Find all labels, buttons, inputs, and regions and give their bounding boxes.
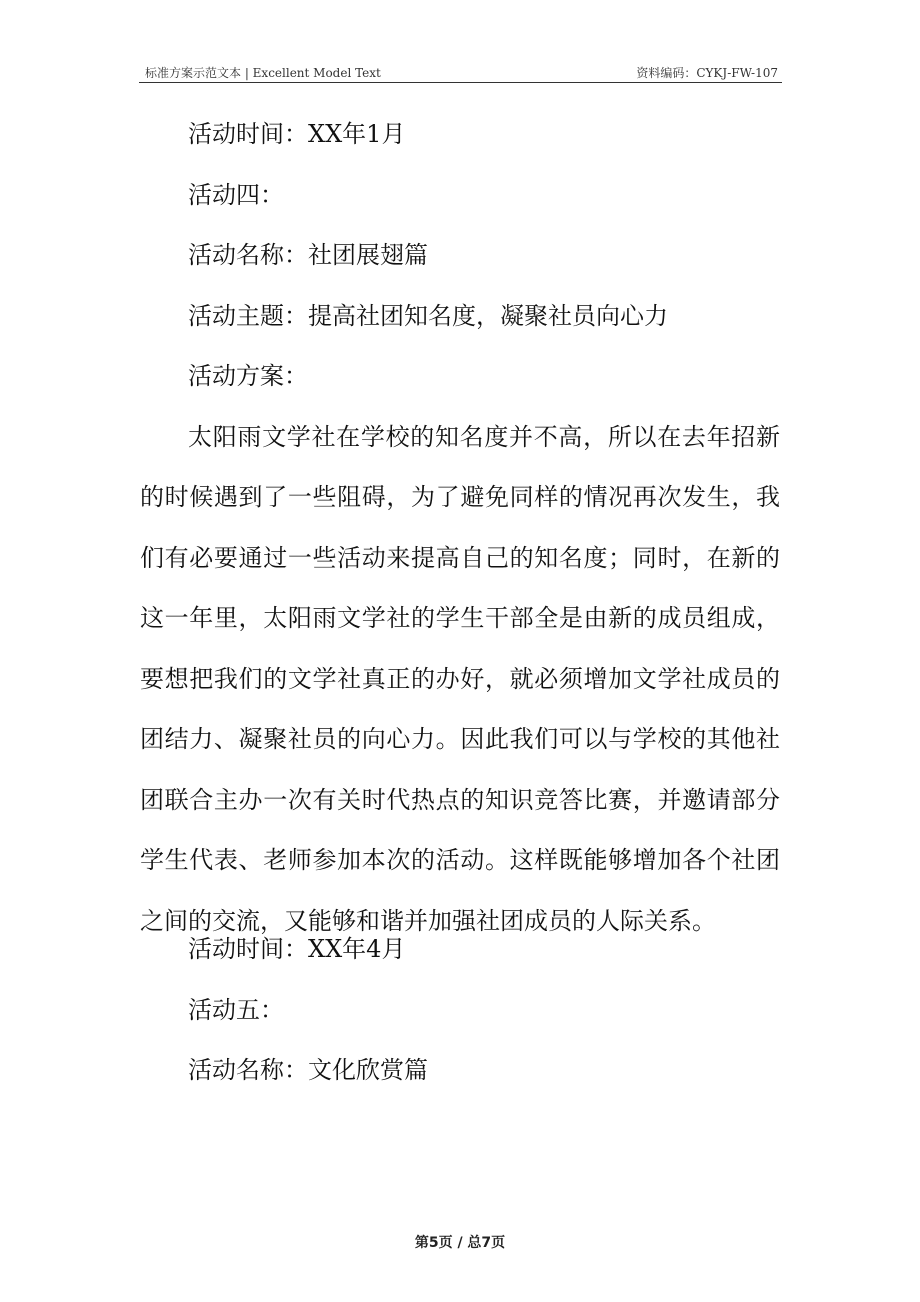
activity-five-heading: 活动五： (188, 995, 284, 1024)
activity-name-line: 活动名称：社团展翅篇 (188, 241, 428, 269)
activity-name-line-2: 活动名称：文化欣赏篇 (188, 1056, 428, 1084)
activity-plan-heading: 活动方案： (188, 362, 308, 390)
document-body (140, 120, 780, 1117)
activity-time-line: 活动时间：XX年1月 (188, 120, 406, 148)
activity-plan-paragraph: 太阳雨文学社在学校的知名度并不高，所以在去年招新的时候遇到了一些阻碍，为了避免同样的情况再次发生，我们有必要通过一些活动来提高自己的知名度；同时，在新的这一年里，太阳雨文学社的学生干部全是由新的成员组成，要想把我们的文学社真正的办好，就必须增加文学社成员的团结力、凝聚社员的向心力。因此我们可以与学校的其他社团联合主办一次有关时代热点的知识竞答比赛，并邀请部分学生代表、老师参加本次的活动。这样既能够增加各个社团之间的交流，又能够和谐并加强社团成员的人际关系。 (140, 422, 780, 935)
header-title: 标准方案示范文本 | Excellent Model Text (145, 66, 381, 80)
activity-theme-line: 活动主题：提高社团知名度，凝聚社员向心力 (188, 301, 668, 330)
document-code: 资料编码：CYKJ-FW-107 (636, 66, 778, 80)
page-number: 第5页 / 总7页 (414, 1235, 506, 1251)
activity-time-line-2: 活动时间：XX年4月 (188, 935, 406, 963)
page-header (139, 60, 782, 83)
activity-four-heading: 活动四： (188, 180, 284, 209)
